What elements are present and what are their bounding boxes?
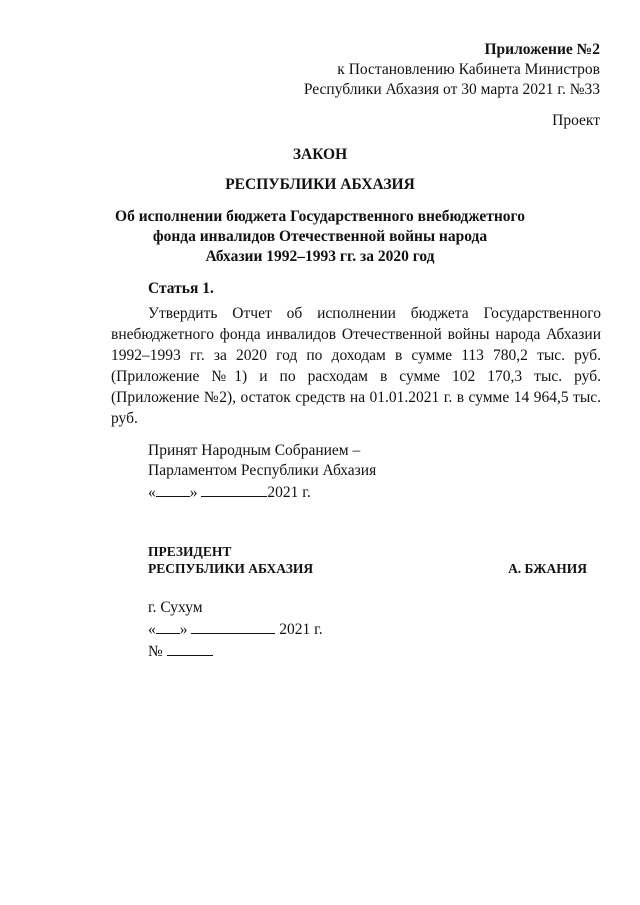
annex-line-2: Республики Абхазия от 30 марта 2021 г. №33 [303, 81, 600, 98]
adoption-line-2: Парламентом Республики Абхазия [148, 462, 377, 479]
adoption-block [148, 441, 376, 503]
president-name: А. БЖАНИЯ [508, 561, 587, 576]
signing-month-blank [191, 618, 275, 634]
document-number [148, 640, 323, 662]
law-name-line-2: фонда инвалидов Отечественной войны народа [152, 228, 488, 245]
article-text: Утвердить Отчет об исполнении бюджета Государственного внебюджетного фонда инвалидов Отечественной войны народа Абхазии 1992–1993 гг. за 2020 год по доходам в сумме 113 780,2 тыс. руб. (Приложение №1) и по расходам в сумме 102 170,3 тыс. руб. (Приложение №2), остаток средств на 01.01.2021 г. в сумме 14 964,5 тыс. руб. [111, 305, 601, 427]
president-title [148, 543, 313, 577]
draft-label: Проект [552, 112, 600, 129]
law-name [0, 207, 640, 267]
place-date-block [148, 598, 323, 662]
annex-title: Приложение №2 [484, 41, 600, 58]
annex-line-1: к Постановлению Кабинета Министров [337, 61, 600, 78]
law-subtitle: РЕСПУБЛИКИ АБХАЗИЯ [225, 176, 415, 193]
annex-header [304, 40, 600, 100]
article-heading: Статья 1. [148, 280, 214, 297]
law-title: ЗАКОН [292, 146, 348, 163]
adoption-quote-close: » [189, 484, 198, 501]
adoption-month-blank [201, 481, 267, 497]
signing-year: 2021 г. [279, 621, 323, 638]
president-title-line-1: ПРЕЗИДЕНТ [148, 544, 232, 559]
law-name-line-3: Абхазии 1992–1993 гг. за 2020 год [205, 248, 435, 265]
article-body [111, 303, 601, 429]
signing-quote-close: » [179, 621, 188, 638]
adoption-quote-open: « [148, 484, 156, 501]
signing-day-blank [156, 618, 180, 634]
adoption-date [148, 481, 376, 503]
adoption-line-1: Принят Народным Собранием – [148, 442, 361, 459]
number-blank [167, 640, 213, 656]
adoption-day-blank [156, 481, 190, 497]
law-name-line-1: Об исполнении бюджета Государственного внебюджетного [115, 208, 525, 225]
president-title-line-2: РЕСПУБЛИКИ АБХАЗИЯ [148, 561, 314, 576]
signing-date [148, 618, 323, 640]
signing-quote-open: « [148, 621, 156, 638]
number-label: № [148, 643, 163, 660]
city: г. Сухум [148, 599, 203, 616]
adoption-year: 2021 г. [267, 484, 311, 501]
